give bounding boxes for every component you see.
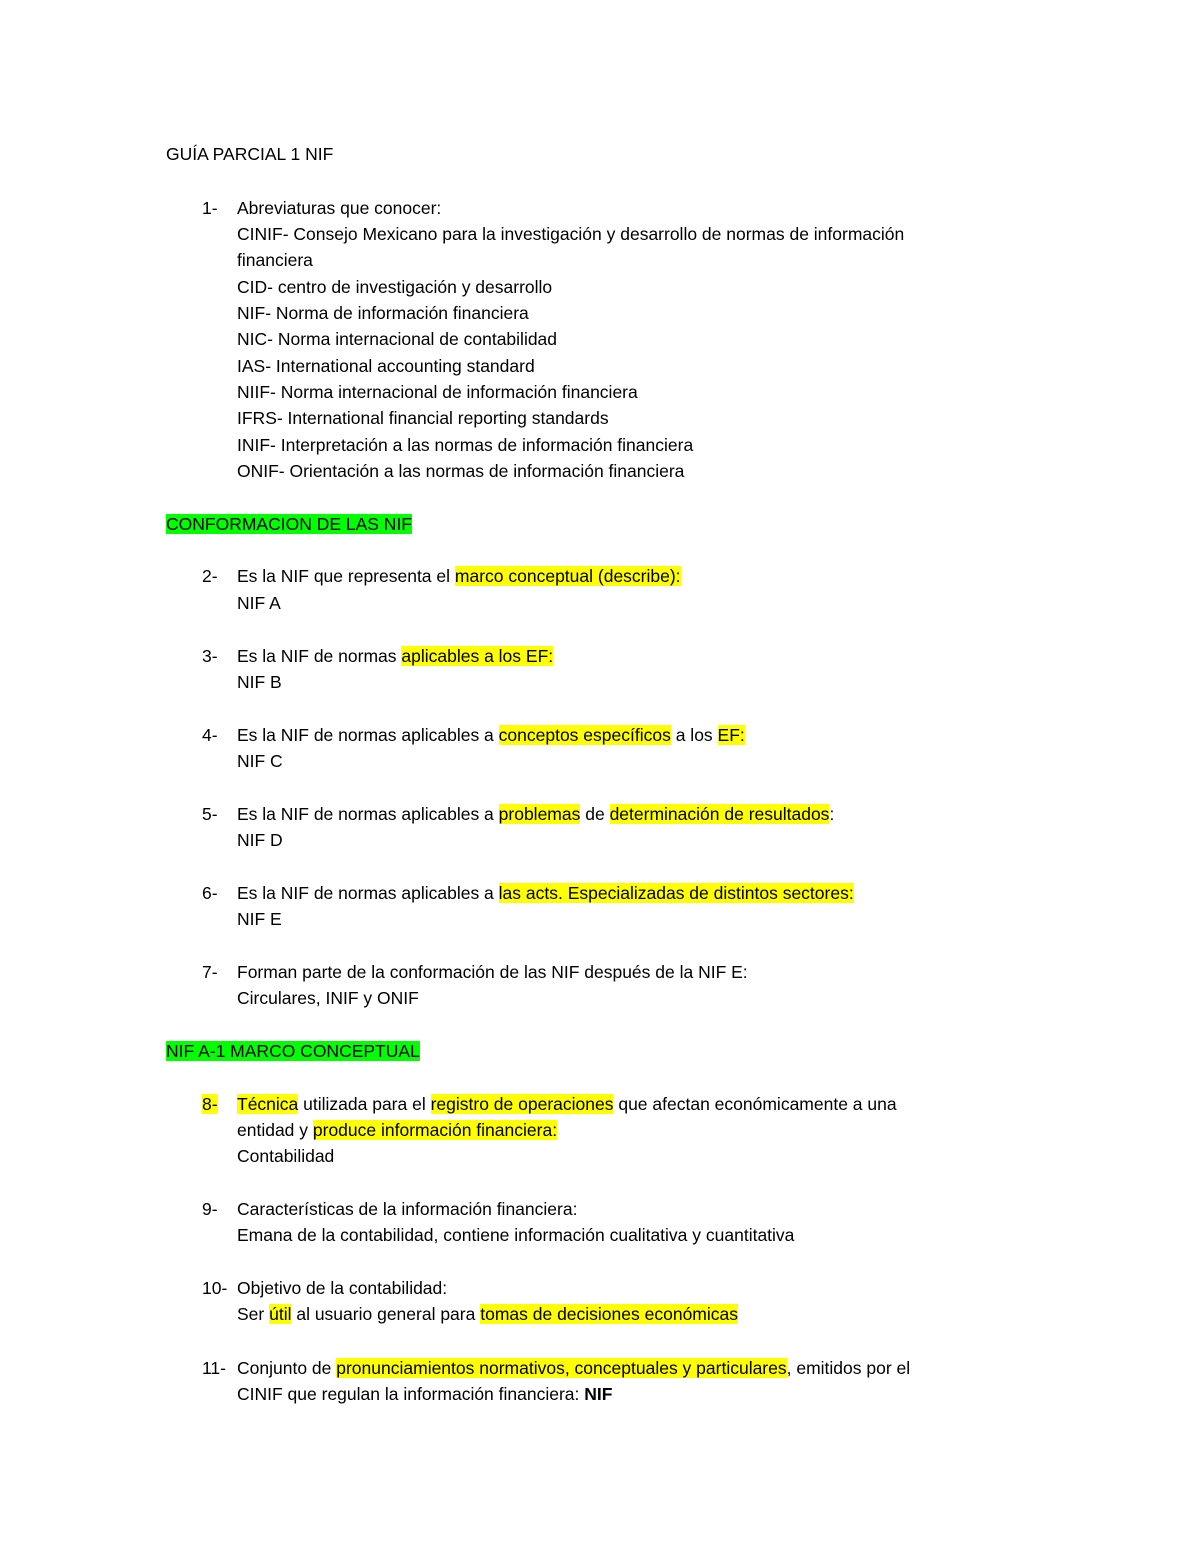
question-8-cont: entidad y produce información financiera:: [237, 1120, 558, 1140]
item-number-6: 6-: [202, 883, 218, 903]
answer-7: Circulares, INIF y ONIF: [237, 988, 419, 1008]
item-number-11: 11-: [202, 1358, 226, 1378]
item-number-5: 5-: [202, 804, 218, 824]
question-9: Características de la información financiera:: [237, 1199, 578, 1219]
item-number-1: 1-: [202, 198, 218, 218]
question-11-cont: CINIF que regulan la información financiera: NIF: [237, 1384, 613, 1404]
answer-4: NIF C: [237, 751, 283, 771]
question-7: Forman parte de la conformación de las NIF después de la NIF E:: [237, 962, 748, 982]
question-4: Es la NIF de normas aplicables a conceptos específicos a los EF:: [237, 725, 745, 745]
item-number-3: 3-: [202, 646, 218, 666]
question-1: Abreviaturas que conocer:: [237, 198, 442, 218]
item-number-2: 2-: [202, 566, 218, 586]
abbrev-line: IAS- International accounting standard: [237, 356, 535, 376]
answer-11: NIF: [584, 1384, 613, 1404]
abbrev-line: NIIF- Norma internacional de información financiera: [237, 382, 638, 402]
question-8: Técnica utilizada para el registro de operaciones que afectan económicamente a una: [237, 1094, 897, 1114]
answer-2: NIF A: [237, 593, 281, 613]
abbrev-line: CINIF- Consejo Mexicano para la investigación y desarrollo de normas de información: [237, 224, 905, 244]
section-heading-marco-conceptual: NIF A-1 MARCO CONCEPTUAL: [166, 1041, 420, 1061]
abbrev-line: financiera: [237, 250, 313, 270]
abbrev-line: INIF- Interpretación a las normas de información financiera: [237, 435, 694, 455]
question-10: Objetivo de la contabilidad:: [237, 1278, 448, 1298]
answer-10: Ser útil al usuario general para tomas de decisiones económicas: [237, 1304, 738, 1324]
answer-9: Emana de la contabilidad, contiene información cualitativa y cuantitativa: [237, 1225, 795, 1245]
item-number-4: 4-: [202, 725, 218, 745]
document-title: GUÍA PARCIAL 1 NIF: [166, 144, 334, 164]
question-5: Es la NIF de normas aplicables a problemas de determinación de resultados:: [237, 804, 835, 824]
abbrev-line: IFRS- International financial reporting standards: [237, 408, 609, 428]
item-number-7: 7-: [202, 962, 218, 982]
abbrev-line: CID- centro de investigación y desarrollo: [237, 277, 553, 297]
question-11: Conjunto de pronunciamientos normativos, conceptuales y particulares, emitidos por el: [237, 1358, 911, 1378]
abbrev-line: NIF- Norma de información financiera: [237, 303, 529, 323]
answer-3: NIF B: [237, 672, 282, 692]
section-heading-conformacion: CONFORMACION DE LAS NIF: [166, 514, 412, 534]
question-3: Es la NIF de normas aplicables a los EF:: [237, 646, 554, 666]
answer-8: Contabilidad: [237, 1146, 335, 1166]
answer-6: NIF E: [237, 909, 282, 929]
abbrev-line: NIC- Norma internacional de contabilidad: [237, 329, 558, 349]
item-number-9: 9-: [202, 1199, 218, 1219]
question-6: Es la NIF de normas aplicables a las acts. Especializadas de distintos sectores:: [237, 883, 854, 903]
item-number-10: 10-: [202, 1278, 228, 1298]
item-number-8: 8-: [202, 1094, 218, 1114]
answer-5: NIF D: [237, 830, 283, 850]
abbrev-line: ONIF- Orientación a las normas de información financiera: [237, 461, 685, 481]
question-2: Es la NIF que representa el marco conceptual (describe):: [237, 566, 681, 586]
